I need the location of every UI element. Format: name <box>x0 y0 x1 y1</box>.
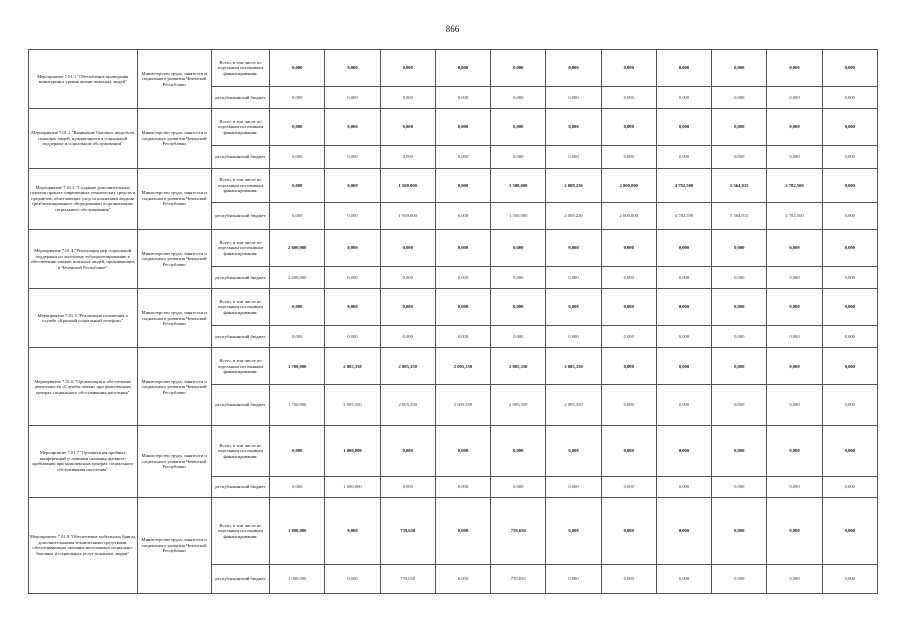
executor-cell: Министерство труда, занятости и социального развития Чеченской Республики <box>137 109 211 168</box>
funding-source-regional: республиканский бюджет <box>211 385 269 426</box>
amount-cell: 0,000 <box>767 266 822 288</box>
amount-cell: 2 000,000 <box>601 168 656 203</box>
amount-cell: 0,000 <box>491 289 546 326</box>
amount-cell: 0,000 <box>546 565 601 594</box>
funding-source-total: Всего, в том числе по отдельным источникам финансирования: <box>211 348 269 385</box>
amount-cell: 2 005,350 <box>380 385 435 426</box>
amount-cell: 0,000 <box>435 565 490 594</box>
amount-cell: 0,000 <box>546 497 601 564</box>
amount-cell: 0,000 <box>712 289 767 326</box>
funding-source-total: Всего, в том числе по отдельным источникам финансирования: <box>211 50 269 87</box>
amount-cell: 0,000 <box>712 565 767 594</box>
funding-source-total: Всего, в том числе по отдельным источникам финансирования: <box>211 109 269 146</box>
amount-cell: 2 600,000 <box>270 229 325 266</box>
amount-cell: 0,000 <box>325 229 380 266</box>
amount-cell: 0,000 <box>491 266 546 288</box>
amount-cell: 0,000 <box>822 385 877 426</box>
amount-cell: 0,000 <box>601 426 656 477</box>
amount-cell: 0,000 <box>767 86 822 108</box>
amount-cell: 0,000 <box>546 266 601 288</box>
amount-cell: 0,000 <box>601 266 656 288</box>
amount-cell: 0,000 <box>767 565 822 594</box>
amount-cell: 5 564,915 <box>712 203 767 230</box>
amount-cell: 0,000 <box>656 477 711 497</box>
amount-cell: 0,000 <box>822 477 877 497</box>
amount-cell: 0,000 <box>270 146 325 168</box>
amount-cell: 0,000 <box>601 146 656 168</box>
amount-cell: 1 500,000 <box>380 203 435 230</box>
executor-cell: Министерство труда, занятости и социального развития Чеченской Республики <box>137 50 211 109</box>
amount-cell: 0,000 <box>656 229 711 266</box>
amount-cell: 0,000 <box>712 385 767 426</box>
amount-cell: 0,000 <box>601 477 656 497</box>
event-cell: Мероприятие 7.01.2 "Выявление бытовых неудобств пожилых людей, нуждающихся в социальной поддержке и социальном обслуживании" <box>29 109 138 168</box>
amount-cell: 1 700,000 <box>270 385 325 426</box>
amount-cell: 0,000 <box>656 497 711 564</box>
funding-source-regional: республиканский бюджет <box>211 325 269 347</box>
amount-cell: 0,000 <box>601 109 656 146</box>
amount-cell: 0,000 <box>491 146 546 168</box>
amount-cell: 759,650 <box>380 497 435 564</box>
amount-cell: 0,000 <box>380 289 435 326</box>
funding-source-regional: республиканский бюджет <box>211 477 269 497</box>
executor-cell: Министерство труда, занятости и социального развития Чеченской Республики <box>137 229 211 288</box>
executor-cell: Министерство труда, занятости и социального развития Чеченской Республики <box>137 289 211 348</box>
amount-cell: 0,000 <box>491 426 546 477</box>
funding-source-total: Всего, в том числе по отдельным источникам финансирования: <box>211 168 269 203</box>
amount-cell: 0,000 <box>435 229 490 266</box>
amount-cell: 0,000 <box>822 348 877 385</box>
amount-cell: 0,000 <box>656 86 711 108</box>
amount-cell: 5 564,915 <box>712 168 767 203</box>
amount-cell: 1 500,000 <box>491 168 546 203</box>
amount-cell: 0,000 <box>270 426 325 477</box>
amount-cell: 2 782,500 <box>767 203 822 230</box>
amount-cell: 2 009,226 <box>546 203 601 230</box>
amount-cell: 759,650 <box>491 497 546 564</box>
amount-cell: 0,000 <box>270 86 325 108</box>
amount-cell: 0,000 <box>601 565 656 594</box>
executor-cell: Министерство труда, занятости и социального развития Чеченской Республики <box>137 497 211 593</box>
table-row <box>29 229 878 266</box>
table-row <box>29 168 878 203</box>
amount-cell: 2 005,350 <box>546 385 601 426</box>
amount-cell: 1 700,000 <box>270 348 325 385</box>
amount-cell: 0,000 <box>822 266 877 288</box>
event-cell: Мероприятие 7.01.5 "Реализация положения о службе «Красный социальный телефон»" <box>29 289 138 348</box>
amount-cell: 0,000 <box>546 229 601 266</box>
amount-cell: 2 005,350 <box>325 385 380 426</box>
amount-cell: 2 005,350 <box>435 348 490 385</box>
funding-source-total: Всего, в том числе по отдельным источникам финансирования: <box>211 289 269 326</box>
amount-cell: 0,000 <box>767 50 822 87</box>
amount-cell: 0,000 <box>601 50 656 87</box>
amount-cell: 0,000 <box>767 385 822 426</box>
amount-cell: 0,000 <box>656 325 711 347</box>
amount-cell: 759,650 <box>491 565 546 594</box>
executor-cell: Министерство труда, занятости и социального развития Чеченской Республики <box>137 348 211 426</box>
amount-cell: 0,000 <box>656 385 711 426</box>
amount-cell: 0,000 <box>822 289 877 326</box>
amount-cell: 0,000 <box>601 229 656 266</box>
amount-cell: 0,000 <box>656 348 711 385</box>
amount-cell: 0,000 <box>270 109 325 146</box>
amount-cell: 759,650 <box>380 565 435 594</box>
funding-source-regional: республиканский бюджет <box>211 86 269 108</box>
amount-cell: 0,000 <box>325 109 380 146</box>
amount-cell: 0,000 <box>712 229 767 266</box>
amount-cell: 0,000 <box>491 50 546 87</box>
amount-cell: 0,000 <box>491 229 546 266</box>
amount-cell: 0,000 <box>491 86 546 108</box>
amount-cell: 0,000 <box>601 289 656 326</box>
amount-cell: 0,000 <box>656 426 711 477</box>
amount-cell: 0,000 <box>325 203 380 230</box>
budget-table <box>28 49 878 594</box>
amount-cell: 0,000 <box>656 266 711 288</box>
amount-cell: 0,000 <box>712 50 767 87</box>
amount-cell: 0,000 <box>380 146 435 168</box>
amount-cell: 1 000,000 <box>325 426 380 477</box>
amount-cell: 4 782,500 <box>656 203 711 230</box>
amount-cell: 0,000 <box>380 325 435 347</box>
amount-cell: 0,000 <box>712 497 767 564</box>
funding-source-regional: республиканский бюджет <box>211 266 269 288</box>
amount-cell: 0,000 <box>380 266 435 288</box>
amount-cell: 0,000 <box>435 325 490 347</box>
amount-cell: 0,000 <box>435 168 490 203</box>
amount-cell: 0,000 <box>822 203 877 230</box>
amount-cell: 0,000 <box>822 168 877 203</box>
amount-cell: 0,000 <box>712 86 767 108</box>
amount-cell: 0,000 <box>380 229 435 266</box>
table-row <box>29 426 878 477</box>
amount-cell: 0,000 <box>435 109 490 146</box>
amount-cell: 0,000 <box>270 289 325 326</box>
event-cell: Мероприятие 7.01.8 "Обеспечение мобильных бригад дополнительными техническими средствами, обеспечивающих оказание неотложных социально-бытовых и социальных услуг пожилым людям" <box>29 497 138 593</box>
amount-cell: 0,000 <box>656 146 711 168</box>
table-row <box>29 109 878 146</box>
amount-cell: 0,000 <box>270 168 325 203</box>
amount-cell: 0,000 <box>767 229 822 266</box>
amount-cell: 0,000 <box>491 477 546 497</box>
amount-cell: 2 782,500 <box>767 168 822 203</box>
amount-cell: 2 600,000 <box>270 266 325 288</box>
amount-cell: 0,000 <box>601 86 656 108</box>
amount-cell: 1 000,000 <box>270 497 325 564</box>
amount-cell: 2 005,350 <box>435 385 490 426</box>
amount-cell: 0,000 <box>270 203 325 230</box>
amount-cell: 0,000 <box>546 325 601 347</box>
amount-cell: 0,000 <box>380 86 435 108</box>
amount-cell: 0,000 <box>822 50 877 87</box>
funding-source-total: Всего, в том числе по отдельным источникам финансирования: <box>211 229 269 266</box>
funding-source-regional: республиканский бюджет <box>211 203 269 230</box>
amount-cell: 0,000 <box>767 497 822 564</box>
amount-cell: 0,000 <box>435 497 490 564</box>
amount-cell: 0,000 <box>325 50 380 87</box>
amount-cell: 0,000 <box>601 325 656 347</box>
amount-cell: 0,000 <box>767 289 822 326</box>
amount-cell: 0,000 <box>435 146 490 168</box>
amount-cell: 0,000 <box>491 325 546 347</box>
table-row <box>29 348 878 385</box>
amount-cell: 0,000 <box>435 426 490 477</box>
amount-cell: 0,000 <box>435 203 490 230</box>
amount-cell: 0,000 <box>380 50 435 87</box>
amount-cell: 0,000 <box>325 168 380 203</box>
amount-cell: 1 500,000 <box>380 168 435 203</box>
amount-cell: 0,000 <box>380 477 435 497</box>
amount-cell: 0,000 <box>601 497 656 564</box>
event-cell: Мероприятие 7.01.4 "Реализация мер социальной поддержки по льготному зубопротезированию и обеспечению очками пожилых людей, проживающих в Чеченской Республике" <box>29 229 138 288</box>
amount-cell: 0,000 <box>325 86 380 108</box>
amount-cell: 1 000,000 <box>270 565 325 594</box>
amount-cell: 0,000 <box>270 325 325 347</box>
amount-cell: 0,000 <box>546 86 601 108</box>
amount-cell: 0,000 <box>822 109 877 146</box>
amount-cell: 0,000 <box>325 325 380 347</box>
amount-cell: 0,000 <box>546 50 601 87</box>
amount-cell: 0,000 <box>325 289 380 326</box>
event-cell: Мероприятие 7.01.1 "Обеспечение проведения мониторинга уровня жизни пожилых людей" <box>29 50 138 109</box>
amount-cell: 4 782,500 <box>656 168 711 203</box>
amount-cell: 0,000 <box>767 146 822 168</box>
amount-cell: 0,000 <box>546 426 601 477</box>
event-cell: Мероприятие 7.01.3 "Создание дополнительных пунктов проката современных технических средств и предметов, облегчающих уход за пожилыми людьми (реабилитационного оборудования) в организациях социального обслуживания" <box>29 168 138 229</box>
amount-cell: 2 005,350 <box>380 348 435 385</box>
executor-cell: Министерство труда, занятости и социального развития Чеченской Республики <box>137 426 211 498</box>
amount-cell: 0,000 <box>435 266 490 288</box>
amount-cell: 0,000 <box>822 497 877 564</box>
amount-cell: 2 005,350 <box>325 348 380 385</box>
amount-cell: 0,000 <box>822 325 877 347</box>
funding-source-total: Всего, в том числе по отдельным источникам финансирования: <box>211 426 269 477</box>
funding-source-regional: республиканский бюджет <box>211 565 269 594</box>
funding-source-regional: республиканский бюджет <box>211 146 269 168</box>
amount-cell: 0,000 <box>435 86 490 108</box>
table-row <box>29 50 878 87</box>
amount-cell: 0,000 <box>822 86 877 108</box>
amount-cell: 0,000 <box>656 109 711 146</box>
amount-cell: 0,000 <box>546 289 601 326</box>
amount-cell: 0,000 <box>712 109 767 146</box>
amount-cell: 0,000 <box>435 477 490 497</box>
event-cell: Мероприятие 7.01.6 "Организация и обеспечение деятельности «Службы опеки» при комплексных центрах социального обслуживания населения" <box>29 348 138 426</box>
amount-cell: 0,000 <box>380 109 435 146</box>
amount-cell: 0,000 <box>491 109 546 146</box>
amount-cell: 2 009,226 <box>546 168 601 203</box>
amount-cell: 0,000 <box>767 109 822 146</box>
amount-cell: 0,000 <box>822 146 877 168</box>
amount-cell: 0,000 <box>546 146 601 168</box>
table-row <box>29 289 878 326</box>
amount-cell: 0,000 <box>380 426 435 477</box>
amount-cell: 0,000 <box>712 426 767 477</box>
amount-cell: 0,000 <box>822 229 877 266</box>
amount-cell: 0,000 <box>656 565 711 594</box>
amount-cell: 1 500,000 <box>491 203 546 230</box>
amount-cell: 0,000 <box>325 146 380 168</box>
page-number: 866 <box>445 24 460 34</box>
amount-cell: 0,000 <box>325 497 380 564</box>
amount-cell: 0,000 <box>712 266 767 288</box>
amount-cell: 0,000 <box>822 565 877 594</box>
amount-cell: 0,000 <box>712 477 767 497</box>
amount-cell: 0,000 <box>325 266 380 288</box>
amount-cell: 2 005,350 <box>491 385 546 426</box>
amount-cell: 2 005,350 <box>546 348 601 385</box>
amount-cell: 0,000 <box>767 348 822 385</box>
amount-cell: 0,000 <box>601 385 656 426</box>
amount-cell: 1 000,000 <box>325 477 380 497</box>
event-cell: Мероприятие 7.01.7 "Организация пробных конференций условиями оказания дневного пребывания при комплексных центрах социального обслуживания населения" <box>29 426 138 498</box>
table-row <box>29 497 878 564</box>
executor-cell: Министерство труда, занятости и социального развития Чеченской Республики <box>137 168 211 229</box>
amount-cell: 0,000 <box>270 477 325 497</box>
amount-cell: 0,000 <box>822 426 877 477</box>
amount-cell: 0,000 <box>270 50 325 87</box>
amount-cell: 0,000 <box>767 426 822 477</box>
amount-cell: 0,000 <box>712 348 767 385</box>
amount-cell: 0,000 <box>435 289 490 326</box>
amount-cell: 0,000 <box>435 50 490 87</box>
amount-cell: 0,000 <box>767 325 822 347</box>
amount-cell: 0,000 <box>546 477 601 497</box>
amount-cell: 2 000,000 <box>601 203 656 230</box>
amount-cell: 0,000 <box>767 477 822 497</box>
amount-cell: 0,000 <box>546 109 601 146</box>
amount-cell: 0,000 <box>325 565 380 594</box>
amount-cell: 0,000 <box>656 50 711 87</box>
amount-cell: 0,000 <box>712 325 767 347</box>
amount-cell: 0,000 <box>656 289 711 326</box>
funding-source-total: Всего, в том числе по отдельным источникам финансирования: <box>211 497 269 564</box>
amount-cell: 0,000 <box>601 348 656 385</box>
amount-cell: 2 005,350 <box>491 348 546 385</box>
amount-cell: 0,000 <box>712 146 767 168</box>
